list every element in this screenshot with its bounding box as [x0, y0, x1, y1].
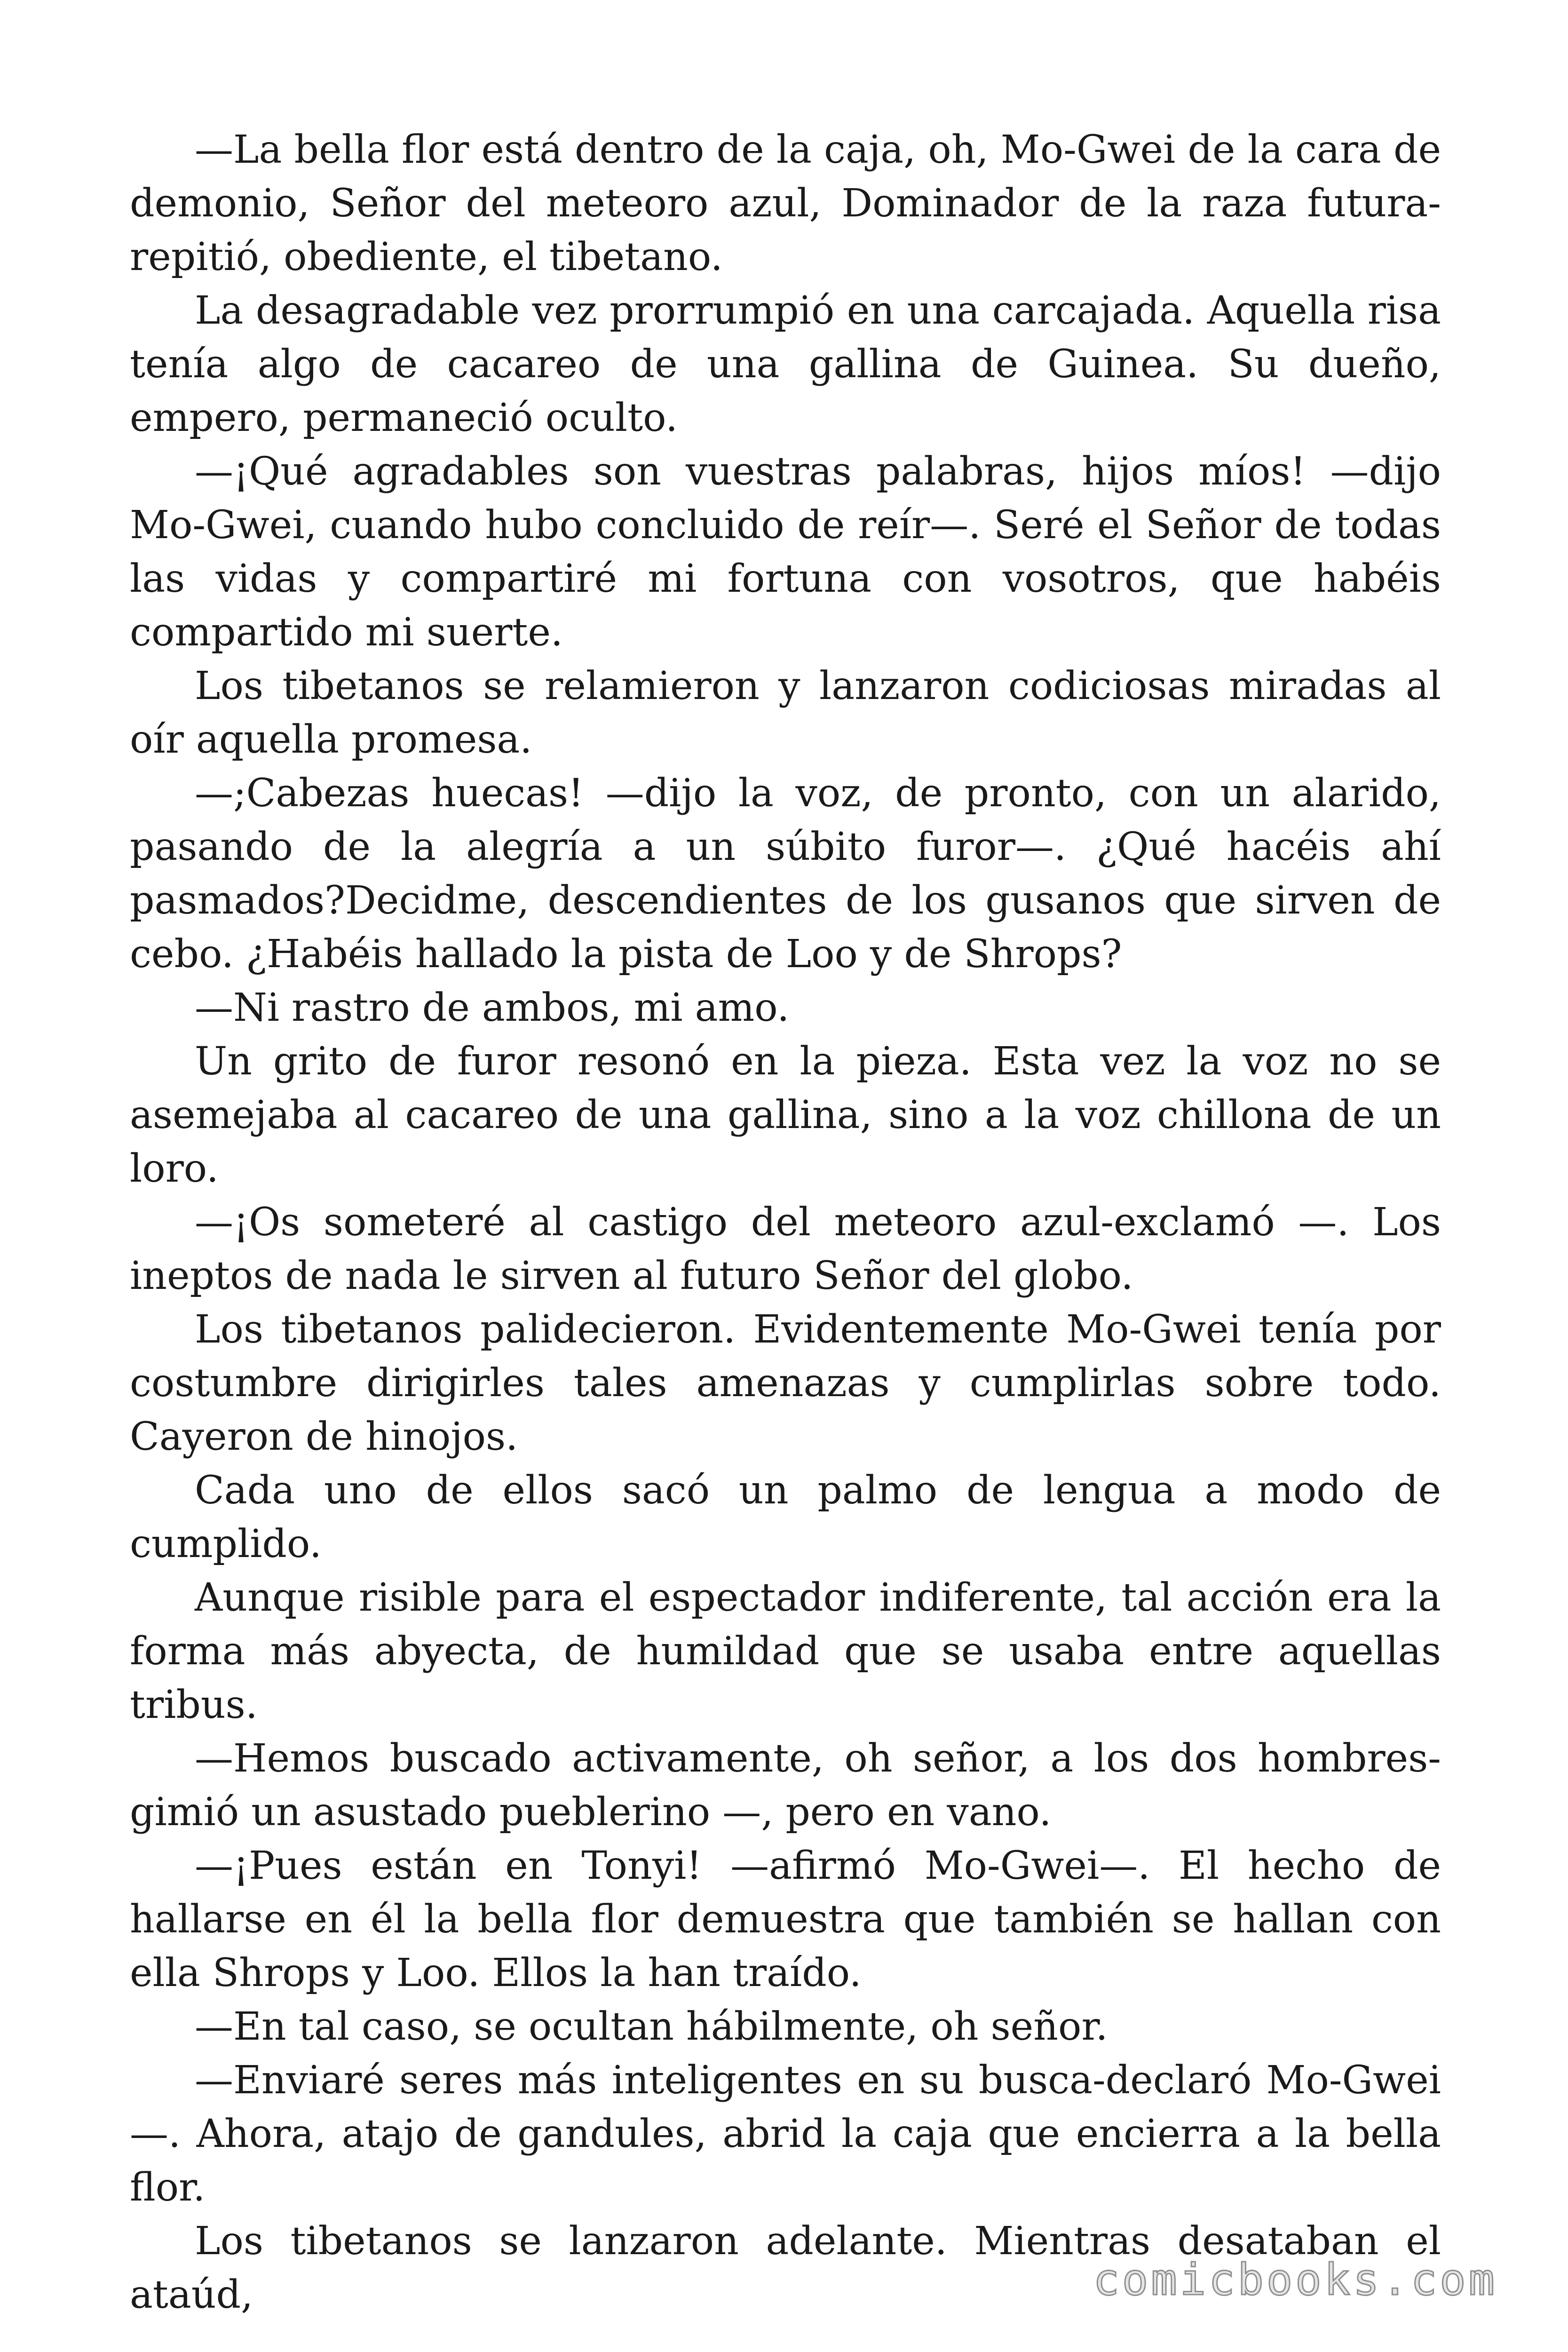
paragraph: Los tibetanos palidecieron. Evidentemente Mo-Gwei tenía por costumbre dirigirles tales amenazas y cumplirlas sobre todo. Cayeron de hinojos.	[130, 1307, 1441, 1459]
paragraph: La desagradable vez prorrumpió en una carcajada. Aquella risa tenía algo de cacareo de una gallina de Guinea. Su dueño, empero, permaneció oculto.	[130, 288, 1441, 440]
paragraph: —¡Os someteré al castigo del meteoro azul-exclamó —. Los ineptos de nada le sirven al futuro Señor del globo.	[130, 1200, 1441, 1298]
paragraph: Los tibetanos se relamieron y lanzaron codiciosas miradas al oír aquella promesa.	[130, 664, 1441, 762]
paragraph: —;Cabezas huecas! —dijo la voz, de pronto, con un alarido, pasando de la alegría a un súbito furor—. ¿Qué hacéis ahí pasmados?Decidme, descendientes de los gusanos que sirven de cebo. ¿Habéis hallado la pista de Loo y de Shrops?	[130, 771, 1441, 977]
watermark: comicbooks.com	[1093, 2255, 1497, 2305]
paragraph: —Ni rastro de ambos, mi amo.	[195, 985, 790, 1030]
paragraph: Un grito de furor resonó en la pieza. Esta vez la voz no se asemejaba al cacareo de una gallina, sino a la voz chillona de un loro.	[130, 1039, 1441, 1191]
page-body-text	[130, 123, 1441, 2322]
paragraph: Aunque risible para el espectador indiferente, tal acción era la forma más abyecta, de humildad que se usaba entre aquellas tribus.	[130, 1575, 1441, 1727]
paragraph: —La bella flor está dentro de la caja, oh, Mo-Gwei de la cara de demonio, Señor del meteoro azul, Dominador de la raza futura-repitió, obediente, el tibetano.	[130, 127, 1441, 279]
paragraph: —¡Pues están en Tonyi! —afirmó Mo-Gwei—. El hecho de hallarse en él la bella flor demuestra que también se hallan con ella Shrops y Loo. Ellos la han traído.	[130, 1843, 1441, 1995]
paragraph: Cada uno de ellos sacó un palmo de lengua a modo de cumplido.	[130, 1468, 1441, 1566]
paragraph: —En tal caso, se ocultan hábilmente, oh señor.	[195, 2004, 1108, 2049]
paragraph: —Enviaré seres más inteligentes en su busca-declaró Mo-Gwei —. Ahora, atajo de gandules, abrid la caja que encierra a la bella flor.	[130, 2058, 1441, 2210]
paragraph: Los tibetanos se lanzaron adelante. Mientras desataban el ataúd,	[130, 2219, 1441, 2317]
paragraph: —¡Qué agradables son vuestras palabras, hijos míos! —dijo Mo-Gwei, cuando hubo concluido de reír—. Seré el Señor de todas las vidas y compartiré mi fortuna con vosotros, que habéis compartido mi suerte.	[130, 449, 1441, 655]
paragraph: —Hemos buscado activamente, oh señor, a los dos hombres-gimió un asustado pueblerino —, pero en vano.	[130, 1736, 1441, 1835]
